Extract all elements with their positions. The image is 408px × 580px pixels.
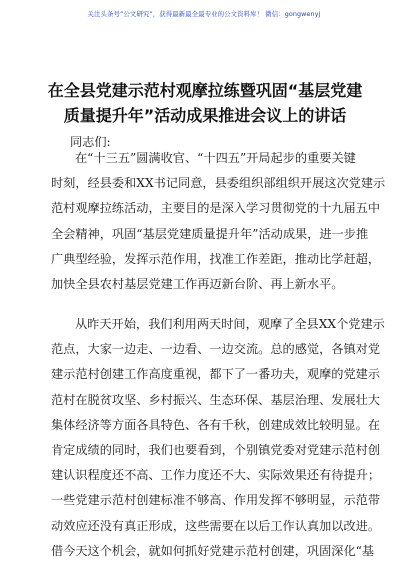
salutation: 同志们: (70, 135, 111, 149)
paragraph (51, 146, 386, 297)
paragraph-line: 范村在脱贫攻坚、乡村振兴、生态环保、基层治理、发展壮大 (51, 392, 381, 407)
paragraph-line: 时刻，经县委和XX书记同意，县委组织部组织开展这次党建示 (51, 176, 386, 191)
paragraph (51, 312, 385, 564)
paragraph-line: 集体经济等方面各具特色、各有千秋，创建成效比较明显。在 (51, 417, 381, 432)
paragraph-line: 加快全县农村基层党建工作再迈新台阶、再上新水平。 (51, 276, 344, 291)
title-line: 质量提升年”活动成果推进会议上的讲话 (63, 106, 347, 125)
paragraph-line: 范村观摩拉练活动，主要目的是深入学习贯彻党的十九届五中 (51, 201, 381, 216)
paragraph-line: 建示范村创建工作高度重视，都下了一番功夫，观摩的党建示 (51, 367, 381, 382)
paragraph-line: 全会精神，巩固“基层党建质量提升年”活动成果，进一步推 (51, 226, 369, 241)
paragraph-line: 广典型经验，发挥示范作用，找准工作差距，推动比学赶超， (51, 251, 381, 266)
paragraph-line: 动效应还没有真正形成，这些需要在以后工作认真加以改进。 (51, 518, 381, 533)
title-line: 在全县党建示范村观摩拉练暨巩固“基层党建 (47, 81, 363, 100)
paragraph-line: 肯定成绩的同时，我们也要看到，个别镇党委对党建示范村创 (51, 442, 381, 457)
paragraph-line: 借今天这个机会，就如何抓好党建示范村创建，巩固深化“基 (51, 543, 375, 558)
header-notice: 关注头条号“公文研究”，获得最新最全最专业的公文资料库！ 微信：gongwenyj (87, 10, 321, 18)
paragraph-line: 在“十三五”圆满收官、“十四五”开局起步的重要关键 (75, 151, 356, 165)
paragraph-line: 从昨天开始，我们利用两天时间，观摩了全县XX个党建示 (75, 317, 385, 331)
paragraph-line: 范点，大家一边走、一边看、一边交流。总的感觉，各镇对党 (51, 342, 381, 357)
paragraph-line: 建认识程度还不高、工作力度还不大、实际效果还有待提升； (51, 468, 381, 483)
paragraph-line: 一些党建示范村创建标准不够高、作用发挥不够明显，示范带 (51, 493, 381, 508)
document-title (40, 78, 370, 128)
